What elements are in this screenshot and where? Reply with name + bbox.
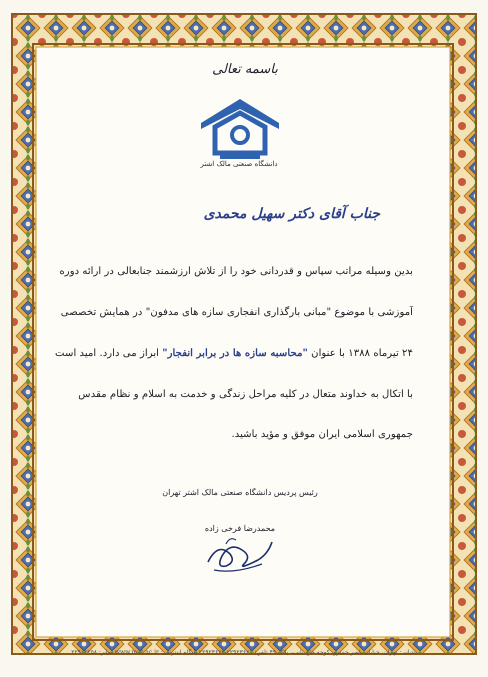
basmala-heading: باسمه تعالی: [212, 62, 278, 77]
body-line-3-suffix: ابراز می دارد. امید است: [54, 348, 160, 359]
signatory-title: رئیس پردیس دانشگاه صنعتی مالک اشتر تهران: [162, 488, 318, 497]
body-line-5: جمهوری اسلامی ایران موفق و مؤید باشید.: [231, 429, 413, 440]
body-line-3-prefix: ۲۴ تیرماه ۱۳۸۸ با عنوان: [311, 348, 413, 359]
logo-caption: دانشگاه صنعتی مالک اشتر: [200, 160, 278, 168]
presentation-title: "محاسبه سازه ها در برابر انفجار": [162, 347, 308, 359]
footer-address: نشانی: تهران، خیابان ناصر خسرو، کوچه حاج نایب، پلاک ۴۹ تلفن: ۲۲۹۲۳۶۲۱-۲۲۹۲۳۶۲۲ پایگاه اینترنتی: www.mut.ac.ir نمابر: ۲۲۹۱۲۲۵۸: [71, 649, 417, 656]
body-line-1: بدین وسیله مراتب سپاس و قدردانی خود را از تلاش ارزشمند جنابعالی در ارائه دوره: [59, 266, 413, 277]
signatory-name: محمدرضا فرخی زاده: [204, 524, 276, 533]
body-line-3: [54, 347, 413, 360]
handwritten-signature: [200, 532, 280, 577]
body-line-2: آموزشی با موضوع "مبانی بارگذاری انفجاری سازه های مدفون" در همایش تخصصی: [60, 307, 413, 318]
body-line-4: با اتکال به خداوند متعال در کلیه مراحل زندگی و خدمت به اسلام و نظام مقدس: [78, 389, 413, 400]
university-logo: [195, 95, 285, 163]
recipient-salutation: جناب آقای دکتر سهیل محمدی: [203, 206, 380, 222]
